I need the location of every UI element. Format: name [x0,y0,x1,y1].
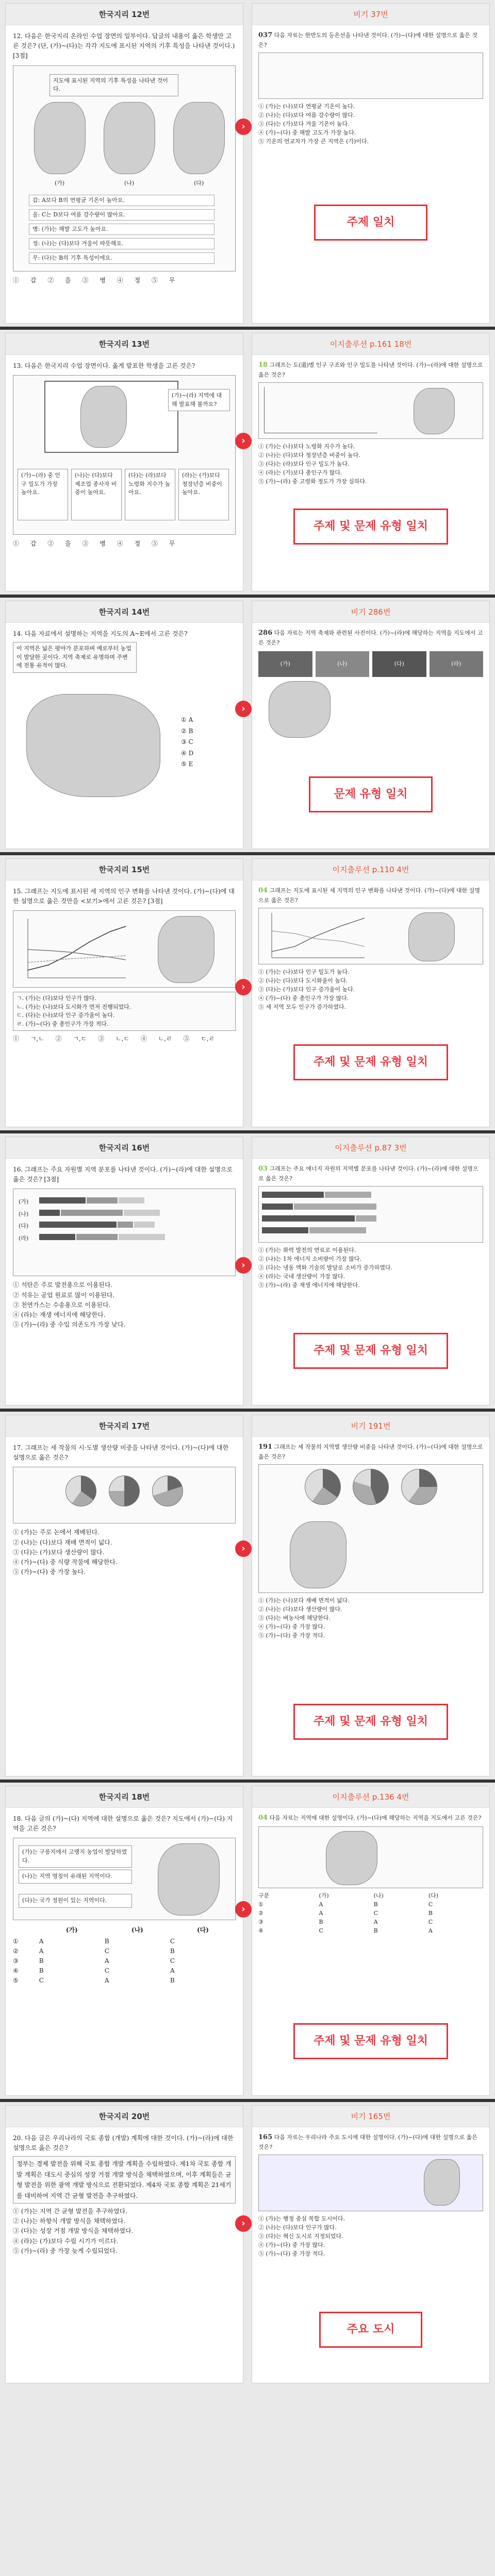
table-cell: A [170,1967,175,1975]
reference-panel [252,601,490,849]
reference-number: 191 [258,1443,273,1451]
answer-table [13,1924,236,1986]
pie-chart [353,1469,389,1505]
answer-choice: ④ D [181,749,194,757]
table-row [13,1956,236,1966]
bar-segment [356,1215,376,1222]
reference-number: 04 [258,887,268,894]
table-cell: (다) [428,1892,439,1900]
bar-segment [309,1227,366,1233]
reference-text: 다음 자료는 지역 축제와 관련된 사진이다. (가)~(라)에 해당하는 지역을 지도에서 고른 것은? [258,630,483,647]
reference-text: 그래프는 주요 에너지 자원의 지역별 분포를 나타낸 것이다. (가)~(라)에 대한 설명으로 옳은 것은? [258,1165,478,1182]
section-q20 [0,2102,495,2576]
section-q14 [0,598,495,855]
bogi-item: ㄷ. (다)는 (나)보다 인구 증가율이 높다. [16,1012,115,1019]
classroom-figure [13,375,236,535]
question-text: 14. 다음 자료에서 설명하는 지역을 지도의 A~E에서 고른 것은? [13,630,188,637]
arrow-icon: › [235,1901,252,1918]
answer-choice: ③ (다)는 (가)보다 생산량이 많다. [13,1548,105,1556]
arrow-icon: › [235,1257,252,1274]
reference-choice: ③ (다)는 냉동 액화 기술의 발달로 소비가 증가하였다. [258,1264,393,1272]
bar-row [19,1222,230,1231]
bar-row [262,1192,480,1200]
table-row [258,1918,483,1926]
chat-line: 정: (나)는 (다)보다 겨울이 따뜻해요. [29,238,214,250]
answer-options: ① 갑 ② 을 ③ 병 ④ 정 ⑤ 무 [13,540,175,548]
bar-row [262,1204,480,1212]
table-cell: ② [258,1910,263,1917]
answer-choice: ⑤ (가)~(라) 중 가장 늦게 수립되었다. [13,2247,118,2255]
reference-text: 그래프는 세 작물의 지역별 생산량 비중을 나타낸 것이다. (가)~(다)에 대한 설명으로 옳은 것은? [258,1444,483,1461]
exam-panel [5,858,243,1127]
reference-choice: ① (가)는 (나)보다 재배 면적이 넓다. [258,1597,350,1604]
match-stamp: 주제 및 문제 유형 일치 [293,1044,448,1080]
table-cell: ④ [258,1927,263,1935]
bar-segment [39,1197,86,1204]
reference-text: 그래프는 도(道)별 인구 구조와 인구 밀도를 나타낸 것이다. (가)~(라)에 대한 설명으로 옳은 것은? [258,362,483,379]
table-cell: B [428,1910,433,1917]
choice-list [181,715,193,770]
student-answer: (라)는 (가)보다 청장년층 비중이 높아요. [178,469,229,520]
speech-bubble: (다)는 국가 정원이 있는 지역이다. [19,1894,132,1908]
table-cell: C [104,1967,110,1975]
answer-choice: ② B [181,727,193,735]
reference-panel [252,2105,490,2383]
photo-label: (나) [337,660,348,668]
arrow-icon: › [235,701,252,717]
bogi-box [13,992,236,1031]
match-stamp: 문제 유형 일치 [309,776,433,812]
table-cell: A [104,1957,109,1964]
answer-choice: ③ 천연가스는 수송용으로 이용된다. [13,1301,111,1309]
bar-segment [124,1210,160,1216]
population-chart [18,913,131,986]
reference-panel [252,1786,490,2096]
reference-header: 비기 37번 [252,4,489,25]
table-cell: ① [258,1901,263,1908]
student-answer: (가)~(라) 중 인구 밀도가 가장 높아요. [18,469,68,520]
answer-choice: ② (나)는 하향식 개발 방식을 채택하였다. [13,2217,126,2225]
table-cell: ③ [258,1919,263,1926]
festival-photo [430,651,484,677]
pie-chart [65,1476,96,1506]
reference-choice: ⑤ (가)~(라) 중 고령화 정도가 가장 심하다. [258,478,367,485]
reference-figure [258,1186,483,1243]
table-header-cell: (가) [65,1926,78,1934]
reference-figure [258,382,483,439]
table-row [13,1937,236,1946]
festival-photo [258,651,312,677]
table-cell: B [170,1947,175,1955]
table-cell: A [319,1901,323,1908]
reference-choice: ③ (다)는 (라)보다 인구 밀도가 높다. [258,461,350,468]
row-label: (라) [19,1234,29,1242]
reference-choice: ② (나)는 1차 에너지 소비량이 가장 많다. [258,1256,361,1263]
question-text: 15. 그래프는 지도에 표시된 세 지역의 인구 변화를 나타낸 것이다. (가)~(다)에 대한 설명으로 옳은 것만을 <보기>에서 고른 것은? [3점] [13,888,235,905]
map-label: (가) [55,179,65,187]
exam-header: 한국지리 18번 [6,1786,243,1808]
student-answer: (다)는 (라)보다 노령화 지수가 높아요. [125,469,175,520]
table-cell: B [319,1919,323,1926]
table-cell: B [104,1937,109,1945]
table-header-row [13,1924,236,1936]
exam-panel [5,2105,243,2383]
table-header-cell: (나) [131,1926,143,1934]
bar-segment [76,1234,118,1240]
match-stamp: 주제 및 문제 유형 일치 [293,2023,448,2059]
festival-photo [316,651,370,677]
table-header-cell [13,1924,39,1936]
table-row [258,1926,483,1935]
bogi-item: ㄹ. (가)~(다) 중 총인구가 가장 적다. [16,1020,109,1027]
arrow-icon: › [235,979,252,995]
answer-choice: ③ (다)는 성장 거점 개발 방식을 채택하였다. [13,2227,134,2235]
reference-number: 03 [258,1165,268,1173]
bar-segment [39,1234,75,1240]
bogi-item: ㄴ. (가)는 (나)보다 도시화가 먼저 진행되었다. [16,1003,131,1010]
answer-choice: ④ (라)는 (가)보다 수립 시기가 이르다. [13,2237,119,2245]
reference-header: 이지출루션 p.136 4번 [252,1786,489,1808]
table-cell: C [170,1937,175,1945]
reference-panel [252,333,490,591]
bar-segment [119,1197,144,1204]
reference-number: 04 [258,1814,268,1822]
passage-box: 정부는 경제 발전을 위해 국토 종합 개발 계획을 수립하였다. 제1차 국토 종합 개발 계획은 대도시 중심의 성장 거점 개발 방식을 채택하였으며, 이후 계획들은 균형 발전을 위한 광역 개발 방식으로 전환되었다. 제4차 국토 종합 계획은 21세기를 대비하여 지역 간 균형 발전을 추구하였다. [13,2156,236,2204]
reference-choice: ② (나)는 (다)보다 여름 강수량이 많다. [258,112,355,119]
bar-row [262,1227,480,1236]
bogi-item: ㄱ. (가)는 (다)보다 인구가 많다. [16,995,97,1002]
exam-panel [5,1137,243,1405]
festival-photo [372,651,426,677]
bar-segment [294,1204,376,1210]
table-row [13,1966,236,1976]
reference-choice: ① (가)는 (나)보다 노령화 지수가 높다. [258,443,355,450]
table-row [258,1909,483,1918]
table-cell: C [319,1927,323,1935]
exam-header: 한국지리 16번 [6,1137,243,1159]
reference-choice: ⑤ (가)~(다) 중 가장 적다. [258,2250,325,2258]
reference-choice: ② (나)는 (다)보다 생산량이 많다. [258,1606,342,1613]
reference-number: 286 [258,629,273,637]
reference-choice: ③ (다)는 혁신 도시로 지정되었다. [258,2233,343,2240]
population-figure [13,910,236,988]
bar-segment [119,1234,165,1240]
bar-row [19,1210,230,1219]
exam-header: 한국지리 12번 [6,4,243,25]
reference-panel [252,3,490,324]
korea-map [326,1831,377,1885]
reference-choice: ① (가)는 (나)보다 인구 밀도가 높다. [258,969,350,976]
bar-segment [262,1227,308,1233]
map-label: (다) [194,179,204,187]
answer-choice: ⑤ (가)~(라) 중 수입 의존도가 가장 낮다. [13,1321,126,1329]
description-box: 이 지역은 넓은 평야가 분포하며 예로부터 농업이 발달한 곳이다. 지역 축제로 유명하며 주변에 전통 유적이 많다. [13,642,137,673]
speech-bubble: (가)는 구릉지에서 고랭지 농업이 발달하였다. [19,1845,132,1868]
question-text: 16. 그래프는 주요 자원별 지역 분포를 나타낸 것이다. (가)~(라)에 대한 설명으로 옳은 것은? [3점] [13,1166,233,1183]
reference-header: 이지출루션 p.110 4번 [252,859,489,880]
korea-map [290,1521,346,1588]
answer-choice: ① 석탄은 주로 발전용으로 이용된다. [13,1281,113,1289]
resource-bar-figure [13,1189,236,1276]
korea-map [424,2159,460,2206]
reference-number: 165 [258,2133,273,2141]
answer-choice: ① (가)는 지역 간 균형 발전을 추구하였다. [13,2207,127,2215]
korea-map [80,386,127,448]
reference-choice: ③ (다)는 (가)보다 겨울 기온이 높다. [258,121,350,128]
photo-label: (가) [280,660,290,668]
teacher-prompt: 지도에 표시된 지역의 기후 특성을 나타낸 것이다. [50,74,178,96]
section-q15 [0,855,495,1133]
table-cell: C [39,1977,44,1985]
reference-choice: ⑤ (가)~(다) 중 가장 적다. [258,1632,325,1639]
student-answer: (나)는 (다)보다 제조업 종사자 비중이 높아요. [71,469,122,520]
exam-header: 한국지리 17번 [6,1415,243,1437]
reference-number: 18 [258,361,268,369]
chat-line: 병: (가)는 해발 고도가 높아요. [29,224,214,235]
answer-choice: ④ (라)는 재생 에너지에 해당한다. [13,1311,106,1318]
reference-choice: ④ (가)~(다) 중 총인구가 가장 많다. [258,995,349,1002]
reference-text: 다음 자료는 우리나라 주요 도시에 대한 설명이다. (가)~(다)에 대한 설명으로 옳은 것은? [258,2134,477,2151]
reference-choice: ③ (다)는 (가)보다 인구 증가율이 높다. [258,986,355,993]
photo-label: (라) [451,660,461,668]
reference-figure [258,1826,483,1888]
answer-choice: ② (나)는 (다)보다 재배 면적이 넓다. [13,1538,112,1546]
table-cell: A [104,1977,109,1985]
speech-bubble: (나)는 지역 명칭이 유래된 지역이다. [19,1870,132,1884]
table-cell: ④ [13,1967,19,1975]
exam-panel [5,333,243,591]
table-cell: A [428,1927,433,1935]
answer-choice: ① A [181,716,193,723]
table-cell: C [373,1910,378,1917]
pie-chart [401,1469,437,1505]
reference-figure [258,1464,483,1593]
arrow-icon: › [235,1540,252,1557]
table-cell: (나) [373,1892,384,1900]
table-header-cell: (다) [196,1926,209,1934]
map-label: (나) [124,179,135,187]
question-text: 12. 다음은 한국지리 온라인 수업 장면의 일부이다. 답글의 내용이 옳은 학생만 고른 것은? (단, (가)~(다)는 각각 지도에 표시된 지역의 기후 특성을 나타낸 것이다.) [3점] [13,32,235,60]
reference-figure [258,53,483,99]
exam-header: 한국지리 13번 [6,333,243,355]
korea-map [104,102,155,174]
region-figure [13,1838,236,1920]
exam-panel [5,3,243,324]
bar-segment [87,1197,118,1204]
table-cell: ⑤ [13,1977,19,1985]
reference-choice: ① (가)는 화력 발전의 연료로 이용된다. [258,1247,356,1254]
reference-choice: ② (나)는 (다)보다 도시화율이 높다. [258,977,348,985]
row-label: (나) [19,1210,29,1217]
reference-choice: ④ (라)는 (가)보다 총인구가 많다. [258,469,342,477]
bar-segment [262,1215,355,1222]
reference-header: 비기 286번 [252,601,489,623]
reference-choice: ④ (가)~(다) 중 가장 많다. [258,1623,325,1631]
exam-header: 한국지리 15번 [6,859,243,880]
reference-panel [252,1415,490,1776]
question-text: 20. 다음 글은 우리나라의 국토 종합 (개발) 계획에 대한 것이다. (가)~(라)에 대한 설명으로 옳은 것은? [13,2134,234,2152]
section-q13 [0,330,495,598]
answer-choice: ③ C [181,738,193,746]
table-cell: A [319,1910,323,1917]
row-label: (가) [19,1198,29,1206]
table-cell: ③ [13,1957,19,1964]
table-row [13,1946,236,1956]
reference-choice: ⑤ (가)~(라) 중 재생 에너지에 해당한다. [258,1282,360,1289]
bar-segment [118,1222,133,1228]
table-cell: A [39,1947,44,1955]
section-q16 [0,1133,495,1412]
match-stamp: 주제 및 문제 유형 일치 [293,1333,448,1369]
reference-choice: ② (나)는 (다)보다 청장년층 비중이 높다. [258,452,360,459]
bar-segment [262,1192,324,1198]
reference-table [258,1891,483,1935]
answer-choice: ① (가)는 주로 논에서 재배된다. [13,1529,100,1536]
table-cell: B [373,1927,378,1935]
reference-choice: ③ (다)는 벼농사에 해당한다. [258,1615,331,1622]
scatter-plot [264,387,377,433]
reference-figure [258,908,483,964]
row-label: (다) [19,1223,29,1230]
bar-row [262,1215,480,1224]
exam-header: 한국지리 14번 [6,601,243,623]
reference-text: 그래프는 지도에 표시된 세 지역의 인구 변화를 나타낸 것이다. (가)~(다)에 대한 설명으로 옳은 것은? [258,887,480,904]
korea-map [158,916,214,983]
reference-panel [252,858,490,1127]
pie-chart-figure [13,1467,236,1523]
table-cell: A [373,1919,378,1926]
korea-map [408,912,455,961]
exam-header: 한국지리 20번 [6,2106,243,2127]
question-text: 17. 그래프는 세 작물의 시·도별 생산량 비중을 나타낸 것이다. (가)~(다)에 대한 설명으로 옳은 것은? [13,1444,229,1462]
photo-row [258,651,483,677]
arrow-icon: › [235,433,252,449]
bar-segment [39,1222,117,1228]
question-text: 13. 다음은 한국지리 수업 장면이다. 옳게 발표한 학생을 고른 것은? [13,362,195,369]
table-cell: 구분 [258,1892,270,1900]
korea-map [158,1843,220,1916]
section-q17 [0,1412,495,1783]
reference-choice: ④ (가)~(다) 중 가장 많다. [258,2242,325,2249]
reference-choice: ① (가)는 (나)보다 연평균 기온이 높다. [258,103,355,110]
table-cell: (가) [319,1892,329,1900]
reference-choice: ② (나)는 (다)보다 인구가 많다. [258,2224,337,2231]
korea-map [414,388,455,434]
reference-text: 다음 자료는 지역에 대한 설명이다. (가)~(다)에 해당하는 지역을 지도에서 고른 것은? [269,1815,482,1821]
match-stamp: 주제 및 문제 유형 일치 [293,1704,448,1740]
chat-line: 무: (다)는 B의 기후 특성이에요. [29,252,214,264]
table-cell: C [104,1947,110,1955]
answer-options: ① 갑 ② 을 ③ 병 ④ 정 ⑤ 무 [13,276,175,284]
bar-segment [134,1222,155,1228]
reference-figure [258,2155,483,2211]
arrow-icon: › [235,118,252,135]
region-map [26,694,160,797]
exam-panel [5,1786,243,2096]
reference-text: 다음 자료는 한반도의 등온선을 나타낸 것이다. (가)~(다)에 대한 설명으로 옳은 것은? [258,32,477,49]
table-cell: B [39,1967,44,1975]
table-cell: ② [13,1947,19,1955]
table-cell: B [39,1957,44,1964]
match-stamp: 주제 및 문제 유형 일치 [293,509,448,545]
reference-panel [252,1137,490,1405]
photo-label: (다) [394,660,404,668]
arrow-icon: › [235,2215,252,2232]
bar-segment [325,1192,371,1198]
reference-number: 037 [258,31,273,39]
teacher-speech: (가)~(라) 지역에 대해 발표해 볼까요? [168,389,230,411]
table-cell: A [39,1937,44,1945]
table-cell: C [428,1919,433,1926]
answer-choice: ④ (가)~(다) 중 식량 작물에 해당한다. [13,1558,118,1566]
reference-header: 비기 165번 [252,2106,489,2127]
exam-panel [5,1415,243,1776]
pie-chart [109,1476,140,1506]
bar-segment [61,1210,123,1216]
reference-header: 비기 191번 [252,1415,489,1437]
match-stamp: 주요 도시 [319,2312,422,2348]
section-q18 [0,1783,495,2102]
question-text: 18. 다음 글의 (가)~(다) 지역에 대한 설명으로 옳은 것은? 지도에서 (가)~(다) 지역을 고른 것은? [13,1815,233,1833]
online-class-figure [13,65,236,272]
table-cell: B [373,1901,378,1908]
table-row [13,1976,236,1986]
korea-map [34,102,86,174]
population-chart [264,910,367,962]
table-cell: ① [13,1937,19,1945]
answer-options: ① ㄱ,ㄴ ② ㄱ,ㄷ ③ ㄴ,ㄷ ④ ㄴ,ㄹ ⑤ ㄷ,ㄹ [13,1035,215,1043]
match-stamp: 주제 일치 [314,205,427,241]
reference-choice: ① (가)는 행정 중심 복합 도시이다. [258,2215,345,2223]
korea-map [173,102,225,174]
region-map [269,681,331,738]
chat-line: 을: C는 D보다 여름 강수량이 많아요. [29,209,214,221]
reference-choice: ⑤ 기온의 연교차가 가장 큰 지역은 (가)이다. [258,138,369,145]
table-row [258,1900,483,1909]
bar-segment [39,1210,60,1216]
reference-choice: ④ (가)~(다) 중 해발 고도가 가장 높다. [258,129,356,137]
bar-segment [262,1204,293,1210]
chat-line: 갑: A보다 B의 연평균 기온이 높아요. [29,195,214,207]
section-q12 [0,0,495,330]
table-row [258,1891,483,1900]
answer-choice: ⑤ E [181,760,193,768]
bar-row [19,1234,230,1243]
answer-choice: ⑤ (가)~(다) 중 가장 높다. [13,1568,86,1576]
table-cell: C [170,1957,175,1964]
table-cell: C [428,1901,433,1908]
table-cell: B [170,1977,175,1985]
bar-row [19,1197,230,1207]
reference-choice: ⑤ 세 지역 모두 인구가 증가하였다. [258,1004,346,1011]
pie-chart [305,1469,341,1505]
reference-choice: ④ (라)는 국내 생산량이 가장 많다. [258,1273,345,1280]
pie-chart [152,1476,183,1506]
reference-header: 이지출루션 p.87 3번 [252,1137,489,1159]
answer-choice: ② 석유는 공업 원료로 많이 이용된다. [13,1291,115,1299]
exam-panel [5,601,243,849]
reference-header: 이지출루션 p.161 18번 [252,333,489,355]
